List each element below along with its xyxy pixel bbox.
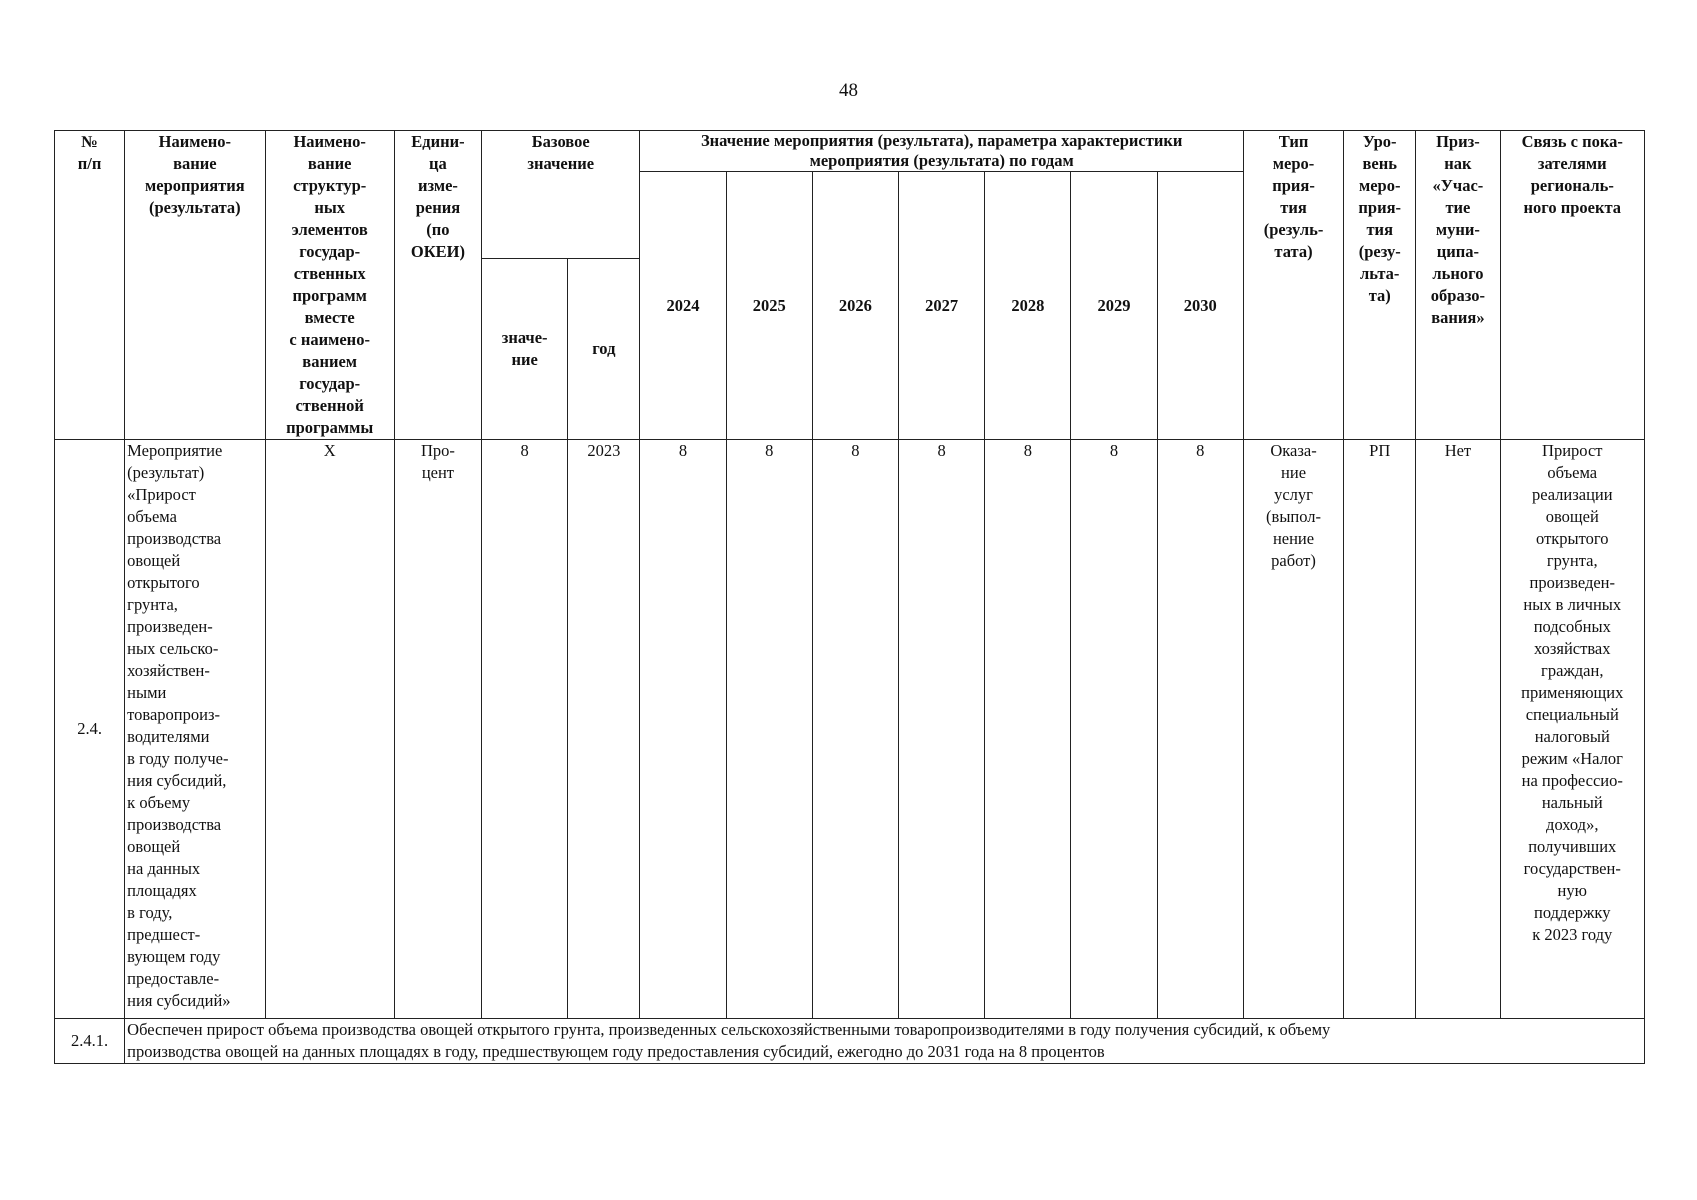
- row-num: 2.4.: [55, 440, 125, 1019]
- header-year-2027: 2027: [899, 172, 985, 440]
- header-base-value: значе- ние: [482, 259, 568, 440]
- header-link: Связь с пока- зателями региональ- ного проекта: [1500, 131, 1644, 440]
- row-base-year: 2023: [568, 440, 640, 1019]
- header-values-by-year: Значение мероприятия (результата), параметра характеристики мероприятия (результата) по годам: [640, 131, 1243, 172]
- header-level: Уро- вень меро- прия- тия (резу- льта- та): [1344, 131, 1416, 440]
- row-base-value: 8: [482, 440, 568, 1019]
- row-link: Прирост объема реализации овощей открытого грунта, произведен- ных в личных подсобных хозяйствах граждан, применяющих специальный налоговый режим «Налог на профессио- нальный доход», получивших государствен- ную поддержку к 2023 году: [1500, 440, 1644, 1019]
- row-value-2030: 8: [1157, 440, 1243, 1019]
- row-value-2028: 8: [985, 440, 1071, 1019]
- header-year-2026: 2026: [812, 172, 898, 440]
- row-value-2026: 8: [812, 440, 898, 1019]
- header-sign: Приз- нак «Учас- тие муни- ципа- льного образо- вания»: [1416, 131, 1500, 440]
- header-unit: Едини- ца изме- рения (по ОКЕИ): [394, 131, 481, 440]
- row-sign: Нет: [1416, 440, 1500, 1019]
- header-base: Базовое значение: [482, 131, 640, 259]
- row-name: Мероприятие (результат) «Прирост объема производства овощей открытого грунта, произведен- ных сельско- хозяйствен- ными товаропроиз- водителями в году получе- ния субсидий, к объему производства овощей на данных площадях в году, предшест- вующем году предоставле- ния субсидий»: [125, 440, 265, 1019]
- header-year-2030: 2030: [1157, 172, 1243, 440]
- header-num: № п/п: [55, 131, 125, 440]
- header-year-2024: 2024: [640, 172, 726, 440]
- header-type: Тип меро- прия- тия (резуль- тата): [1243, 131, 1343, 440]
- header-year-2029: 2029: [1071, 172, 1157, 440]
- table-row: [55, 440, 1645, 1019]
- header-year-2025: 2025: [726, 172, 812, 440]
- row-value-2025: 8: [726, 440, 812, 1019]
- row-value-2027: 8: [899, 440, 985, 1019]
- row-unit: Про- цент: [394, 440, 481, 1019]
- row-structural: Х: [265, 440, 394, 1019]
- sub-row: [55, 1019, 1645, 1064]
- page-number: 48: [839, 80, 858, 101]
- row-value-2024: 8: [640, 440, 726, 1019]
- header-name: Наимено- вание мероприятия (результата): [125, 131, 265, 440]
- header-year-2028: 2028: [985, 172, 1071, 440]
- header-structural: Наимено- вание структур- ных элементов государ- ственных программ вместе с наимено- ванием государ- ственной программы: [265, 131, 394, 440]
- header-base-year: год: [568, 259, 640, 440]
- subrow-text: Обеспечен прирост объема производства овощей открытого грунта, произведенных сельскохозяйственными товаропроизводителями в году получения субсидий, к объему производства овощей на данных площадях в году, предшествующем году предоставления субсидий, ежегодно до 2031 года на 8 процентов: [125, 1019, 1645, 1064]
- subrow-num: 2.4.1.: [55, 1019, 125, 1064]
- header-row-1: [55, 131, 1645, 172]
- row-level: РП: [1344, 440, 1416, 1019]
- row-type: Оказа- ние услуг (выпол- нение работ): [1243, 440, 1343, 1019]
- row-value-2029: 8: [1071, 440, 1157, 1019]
- results-table: [54, 130, 1645, 1064]
